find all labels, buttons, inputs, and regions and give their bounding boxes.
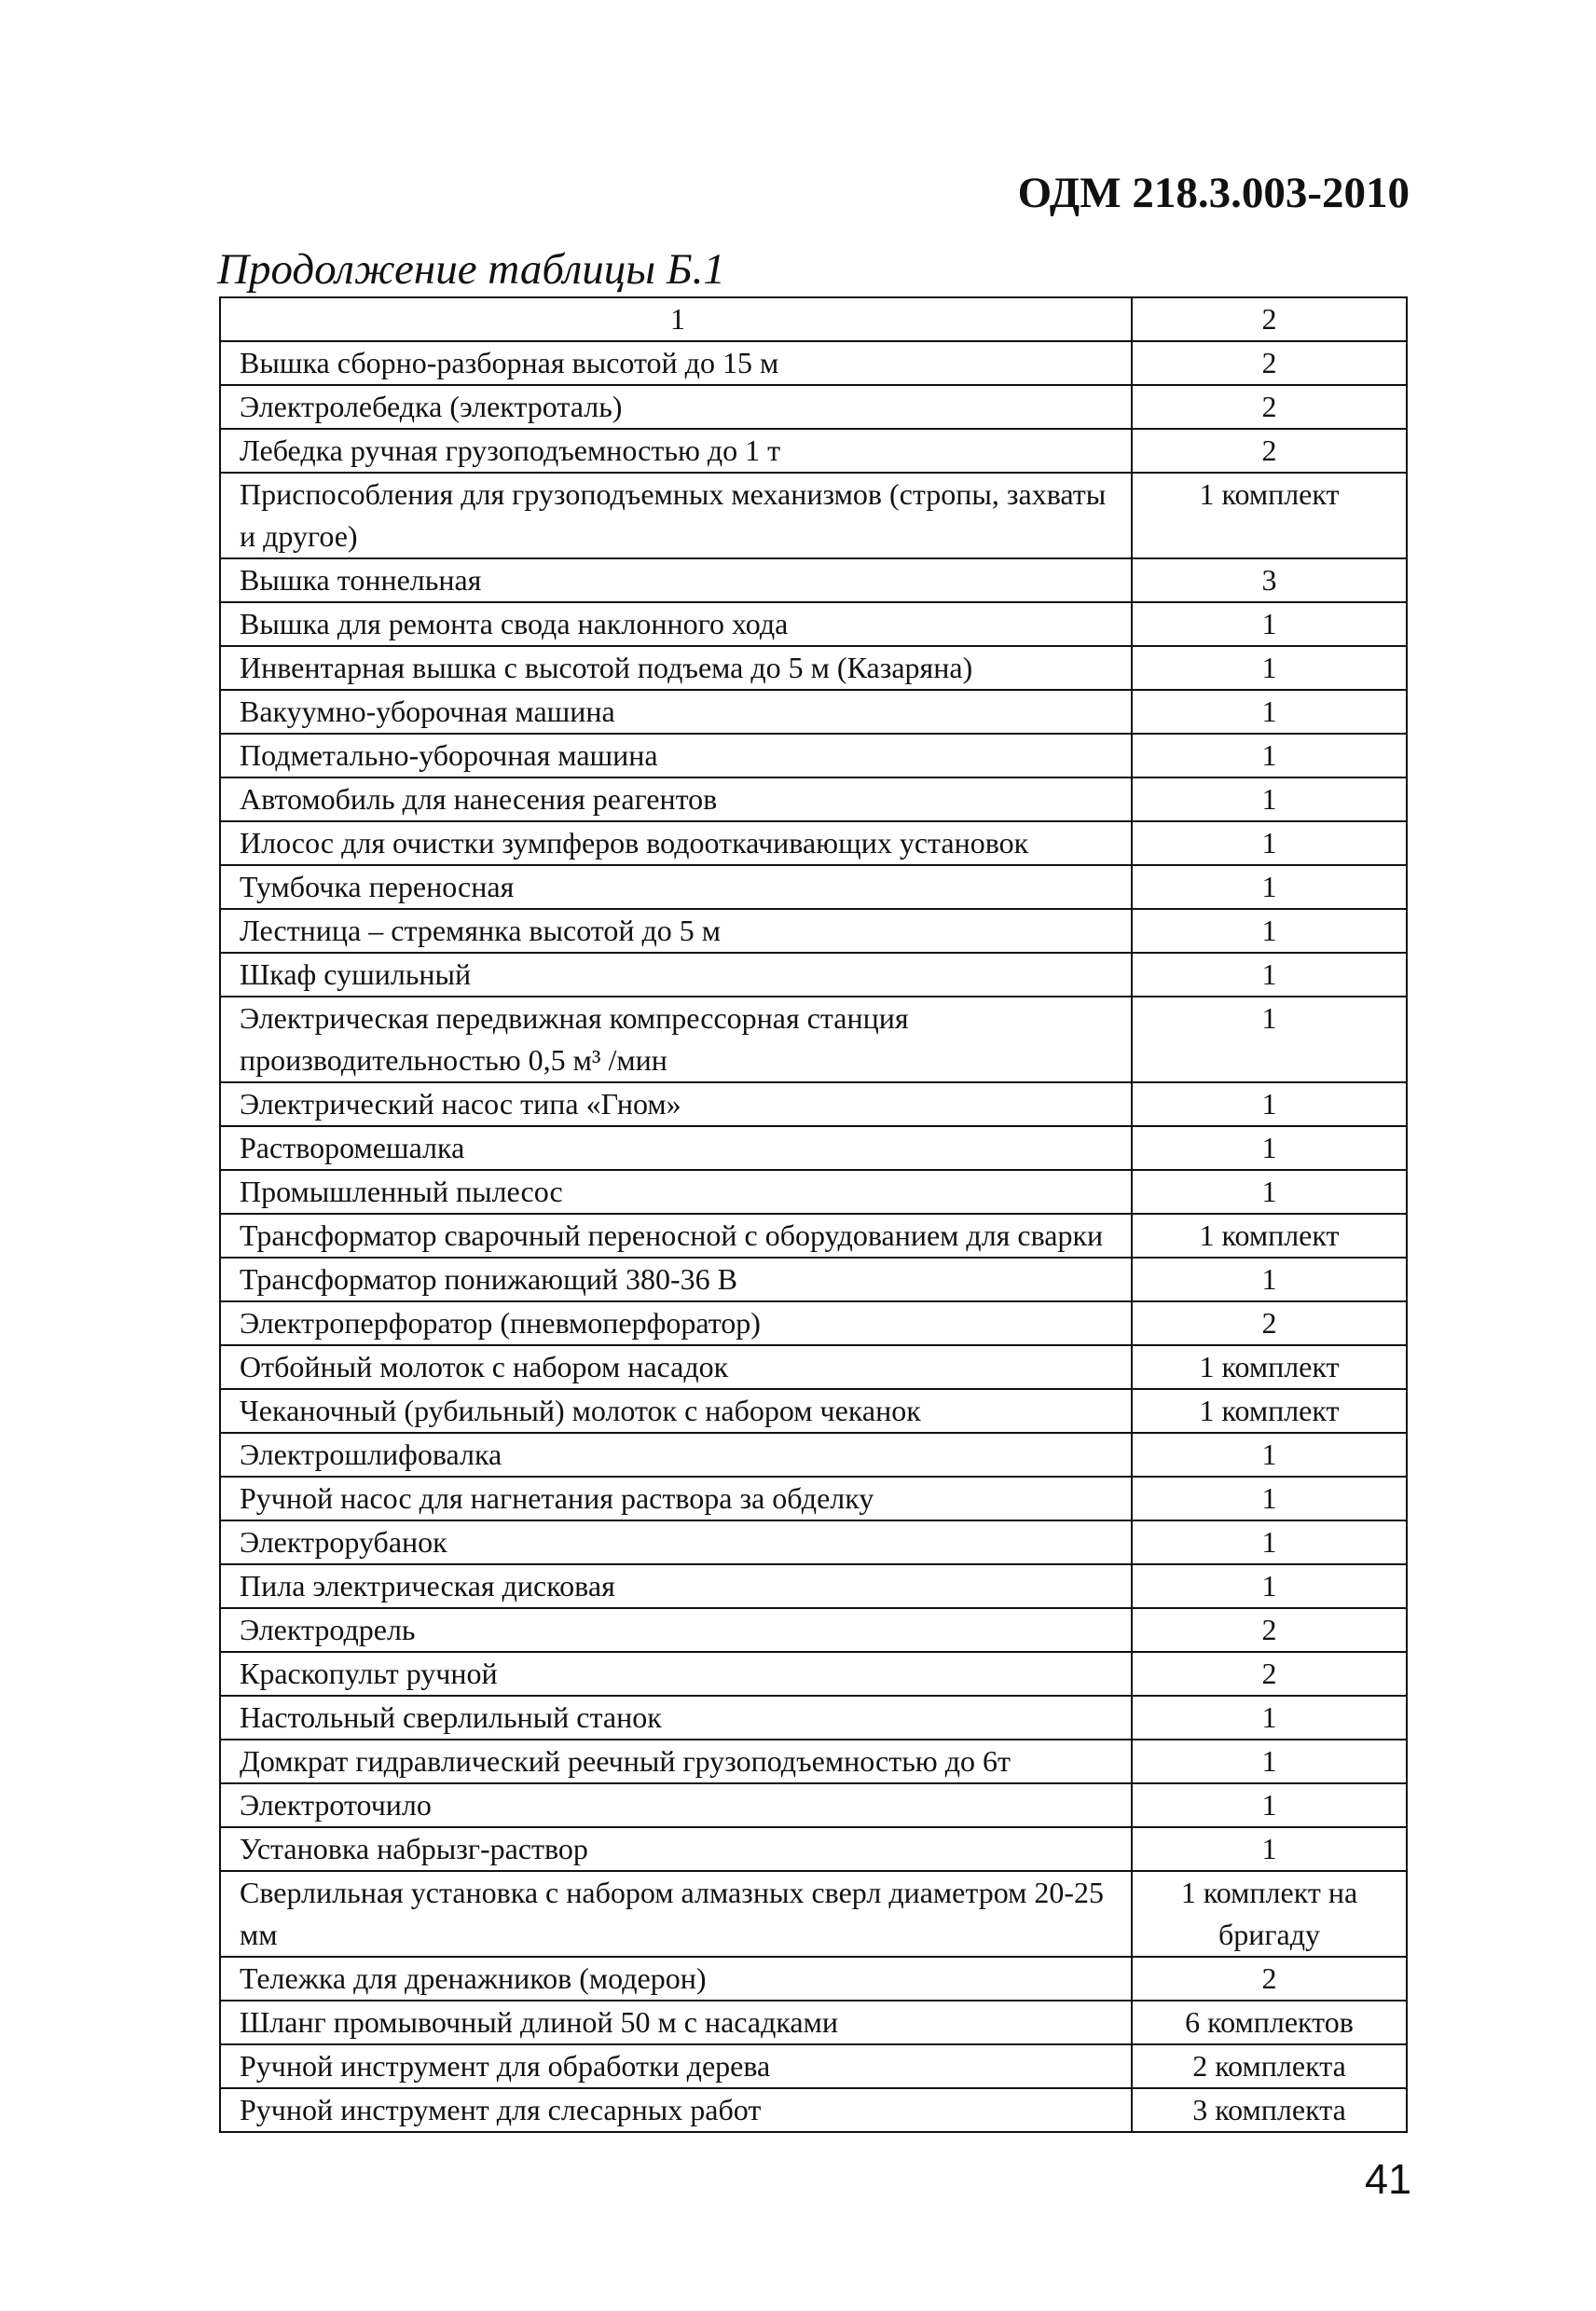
equipment-name-cell: Лебедка ручная грузоподъемностью до 1 т [220, 429, 1132, 473]
equipment-name-cell: Настольный сверлильный станок [220, 1696, 1132, 1740]
equipment-quantity-cell: 1 [1132, 1827, 1407, 1871]
equipment-name-cell: Пила электрическая дисковая [220, 1564, 1132, 1608]
equipment-quantity-cell: 1 [1132, 1520, 1407, 1564]
equipment-name-cell: Вышка тоннельная [220, 558, 1132, 602]
table-row [220, 1258, 1407, 1301]
equipment-name-cell: Подметально-уборочная машина [220, 734, 1132, 777]
equipment-table-body [220, 297, 1407, 2132]
table-row [220, 690, 1407, 734]
table-row [220, 1477, 1407, 1520]
equipment-name-cell: Домкрат гидравлический реечный грузоподъемностью до 6т [220, 1740, 1132, 1783]
equipment-quantity-cell: 1 комплект [1132, 1345, 1407, 1389]
table-row [220, 429, 1407, 473]
equipment-quantity-cell: 1 [1132, 1170, 1407, 1214]
table-row [220, 1214, 1407, 1258]
equipment-quantity-cell: 1 комплект [1132, 1389, 1407, 1433]
table-row [220, 1389, 1407, 1433]
equipment-quantity-cell: 2 [1132, 385, 1407, 429]
equipment-name-cell: Лестница – стремянка высотой до 5 м [220, 909, 1132, 953]
table-row [220, 1301, 1407, 1345]
table-row [220, 1082, 1407, 1126]
equipment-quantity-cell: 1 [1132, 865, 1407, 909]
table-row [220, 2044, 1407, 2088]
table-row [220, 865, 1407, 909]
table-row [220, 2001, 1407, 2044]
table-row [220, 953, 1407, 997]
equipment-quantity-cell: 1 [1132, 1564, 1407, 1608]
document-code: ОДМ 218.3.003-2010 [1017, 169, 1410, 217]
table-row [220, 1652, 1407, 1696]
equipment-name-cell: Шкаф сушильный [220, 953, 1132, 997]
equipment-name-cell: Вышка для ремонта свода наклонного хода [220, 602, 1132, 646]
table-row [220, 341, 1407, 385]
equipment-quantity-cell: 6 комплектов [1132, 2001, 1407, 2044]
equipment-name-cell: Ручной насос для нагнетания раствора за обделку [220, 1477, 1132, 1520]
column-header-1: 1 [220, 297, 1132, 341]
equipment-name-cell: Электролебедка (электроталь) [220, 385, 1132, 429]
equipment-quantity-cell: 2 [1132, 1652, 1407, 1696]
equipment-quantity-cell: 1 [1132, 734, 1407, 777]
equipment-name-cell: Электрорубанок [220, 1520, 1132, 1564]
equipment-quantity-cell: 2 [1132, 1608, 1407, 1652]
equipment-name-cell: Промышленный пылесос [220, 1170, 1132, 1214]
equipment-name-cell: Электродрель [220, 1608, 1132, 1652]
table-row [220, 385, 1407, 429]
equipment-name-cell: Электроточило [220, 1783, 1132, 1827]
equipment-name-cell: Вакуумно-уборочная машина [220, 690, 1132, 734]
table-row [220, 602, 1407, 646]
equipment-quantity-cell: 1 [1132, 1126, 1407, 1170]
equipment-quantity-cell: 1 [1132, 1258, 1407, 1301]
equipment-quantity-cell: 1 [1132, 1477, 1407, 1520]
equipment-quantity-cell: 1 комплект [1132, 1214, 1407, 1258]
table-row [220, 558, 1407, 602]
equipment-name-cell: Тумбочка переносная [220, 865, 1132, 909]
table-row [220, 777, 1407, 821]
page-number: 41 [1364, 2155, 1411, 2203]
equipment-name-cell: Приспособления для грузоподъемных механизмов (стропы, захваты и другое) [220, 473, 1132, 558]
table-row [220, 1345, 1407, 1389]
equipment-quantity-cell: 1 комплект [1132, 473, 1407, 558]
equipment-name-cell: Электрическая передвижная компрессорная станция производительностью 0,5 м³ /мин [220, 997, 1132, 1082]
equipment-quantity-cell: 1 [1132, 690, 1407, 734]
equipment-quantity-cell: 1 [1132, 1433, 1407, 1477]
equipment-name-cell: Тележка для дренажников (модерон) [220, 1957, 1132, 2001]
equipment-name-cell: Ручной инструмент для обработки дерева [220, 2044, 1132, 2088]
equipment-quantity-cell: 1 [1132, 1783, 1407, 1827]
equipment-name-cell: Трансформатор понижающий 380-36 В [220, 1258, 1132, 1301]
table-header-row [220, 297, 1407, 341]
equipment-quantity-cell: 1 комплект на бригаду [1132, 1871, 1407, 1957]
table-row [220, 1170, 1407, 1214]
table-row [220, 1740, 1407, 1783]
equipment-quantity-cell: 3 комплекта [1132, 2088, 1407, 2132]
equipment-name-cell: Трансформатор сварочный переносной с оборудованием для сварки [220, 1214, 1132, 1258]
equipment-name-cell: Установка набрызг-раствор [220, 1827, 1132, 1871]
equipment-quantity-cell: 1 [1132, 821, 1407, 865]
table-row [220, 2088, 1407, 2132]
table-row [220, 997, 1407, 1082]
equipment-table [219, 296, 1408, 2133]
equipment-quantity-cell: 1 [1132, 997, 1407, 1082]
table-row [220, 646, 1407, 690]
equipment-quantity-cell: 2 [1132, 341, 1407, 385]
equipment-name-cell: Инвентарная вышка с высотой подъема до 5 м (Казаряна) [220, 646, 1132, 690]
table-row [220, 1696, 1407, 1740]
table-row [220, 1520, 1407, 1564]
table-row [220, 473, 1407, 558]
equipment-name-cell: Электроперфоратор (пневмоперфоратор) [220, 1301, 1132, 1345]
table-row [220, 1783, 1407, 1827]
equipment-name-cell: Электрошлифовалка [220, 1433, 1132, 1477]
equipment-quantity-cell: 2 [1132, 429, 1407, 473]
table-row [220, 1608, 1407, 1652]
equipment-quantity-cell: 1 [1132, 602, 1407, 646]
table-row [220, 1433, 1407, 1477]
equipment-quantity-cell: 3 [1132, 558, 1407, 602]
equipment-name-cell: Илосос для очистки зумпферов водооткачивающих установок [220, 821, 1132, 865]
equipment-quantity-cell: 2 комплекта [1132, 2044, 1407, 2088]
equipment-name-cell: Отбойный молоток с набором насадок [220, 1345, 1132, 1389]
column-header-2: 2 [1132, 297, 1407, 341]
table-row [220, 1827, 1407, 1871]
equipment-name-cell: Ручной инструмент для слесарных работ [220, 2088, 1132, 2132]
table-row [220, 821, 1407, 865]
equipment-quantity-cell: 1 [1132, 953, 1407, 997]
table-row [220, 1957, 1407, 2001]
equipment-quantity-cell: 2 [1132, 1957, 1407, 2001]
equipment-quantity-cell: 1 [1132, 777, 1407, 821]
equipment-quantity-cell: 1 [1132, 1082, 1407, 1126]
equipment-name-cell: Шланг промывочный длиной 50 м с насадками [220, 2001, 1132, 2044]
equipment-name-cell: Автомобиль для нанесения реагентов [220, 777, 1132, 821]
table-row [220, 1126, 1407, 1170]
equipment-quantity-cell: 1 [1132, 646, 1407, 690]
equipment-name-cell: Вышка сборно-разборная высотой до 15 м [220, 341, 1132, 385]
table-row [220, 909, 1407, 953]
equipment-quantity-cell: 1 [1132, 1740, 1407, 1783]
table-caption: Продолжение таблицы Б.1 [217, 245, 725, 294]
equipment-quantity-cell: 1 [1132, 1696, 1407, 1740]
equipment-quantity-cell: 2 [1132, 1301, 1407, 1345]
equipment-name-cell: Растворомешалка [220, 1126, 1132, 1170]
equipment-quantity-cell: 1 [1132, 909, 1407, 953]
equipment-name-cell: Краскопульт ручной [220, 1652, 1132, 1696]
equipment-name-cell: Чеканочный (рубильный) молоток с набором чеканок [220, 1389, 1132, 1433]
equipment-name-cell: Сверлильная установка с набором алмазных сверл диаметром 20-25 мм [220, 1871, 1132, 1957]
table-row [220, 1564, 1407, 1608]
table-row [220, 1871, 1407, 1957]
table-row [220, 734, 1407, 777]
equipment-name-cell: Электрический насос типа «Гном» [220, 1082, 1132, 1126]
